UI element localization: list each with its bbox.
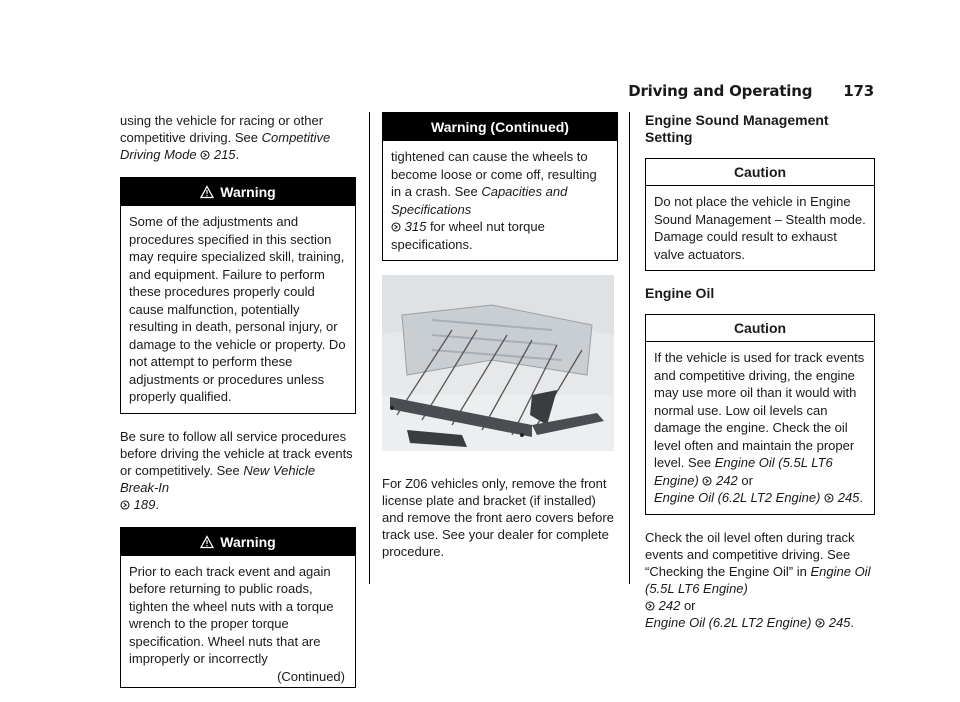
cross-reference-link[interactable]: New Vehicle Break-In	[120, 462, 316, 495]
warning-box	[120, 177, 356, 414]
caution-box	[645, 158, 875, 271]
caution-body: If the vehicle is used for track events and competitive driving, the engine may use more oil than it would with normal use. Low oil levels can damage the engine. Check the oil level often and maintain the proper level. See Engine Oil (5.5L LT6 Engine) 242 or Engine Oil (6.2L LT2 Engine) 245.	[654, 350, 865, 505]
page-reference[interactable]: 245	[837, 490, 860, 505]
page-reference[interactable]: 189	[133, 496, 156, 512]
caution-header: Caution	[646, 315, 874, 342]
warning-triangle-icon	[200, 185, 214, 199]
column-divider	[629, 112, 630, 584]
page-number: 173	[843, 82, 874, 100]
page-header	[628, 82, 874, 100]
cross-reference-link[interactable]: Competitive Driving Mode	[120, 130, 331, 162]
warning-header: Warning (Continued)	[383, 113, 617, 141]
column-1	[120, 112, 356, 702]
warning-box	[120, 527, 356, 689]
page-reference[interactable]: 242	[658, 597, 681, 613]
warning-body: tightened can cause the wheels to become loose or come off, resulting in a crash. See Capacities and Specifications 315 for wheel nut torque specifications.	[391, 149, 597, 252]
page-reference-icon	[702, 476, 712, 486]
section-title: Driving and Operating	[628, 82, 813, 100]
body-paragraph: Be sure to follow all service procedures before driving the vehicle at track events or competitively. See New Vehicle Break-In 189.	[120, 428, 353, 512]
cross-reference-link[interactable]: Engine Oil (6.2L LT2 Engine)	[645, 614, 812, 630]
column-2	[382, 112, 618, 574]
column-divider	[369, 112, 370, 584]
page-reference[interactable]: 245	[828, 614, 851, 630]
page-reference[interactable]: 315	[404, 219, 427, 234]
cross-reference-link[interactable]: Engine Oil (5.5L LT6 Engine)	[654, 455, 833, 488]
page-reference-icon	[824, 493, 834, 503]
warning-header: Warning	[121, 528, 355, 556]
page-reference-icon	[391, 222, 401, 232]
page-reference[interactable]: 242	[716, 472, 738, 488]
warning-triangle-icon	[200, 535, 214, 549]
page-reference-icon	[815, 618, 825, 628]
cross-reference-link[interactable]: Engine Oil (5.5L LT6 Engine)	[645, 563, 871, 596]
cross-reference-link[interactable]: Engine Oil (6.2L LT2 Engine)	[654, 490, 821, 505]
caution-header: Caution	[646, 159, 874, 186]
cross-reference-link[interactable]: Capacities and Specifications	[391, 184, 568, 217]
warning-body: Prior to each track event and again before returning to public roads, tighten the wheel nuts with a torque wrench to the proper torque specification. Wheel nuts that are improperly or incorrectly (Continued)	[129, 563, 345, 684]
caution-body: Do not place the vehicle in Engine Sound Management – Stealth mode. Damage could result to exhaust valve actuators.	[654, 194, 866, 262]
page-reference[interactable]: 215	[213, 147, 236, 162]
figure-caption: For Z06 vehicles only, remove the front license plate and bracket (if installed) and remove the front aero covers before track use. See your dealer for complete procedure.	[382, 476, 614, 559]
warning-header: Warning	[121, 178, 355, 206]
intro-paragraph: using the vehicle for racing or other competitive driving. See Competitive Driving Mode 215.	[120, 113, 331, 162]
page-reference-icon	[645, 601, 655, 611]
section-heading: Engine Oil	[645, 285, 715, 301]
body-paragraph: Check the oil level often during track events and competitive driving. See “Checking the Engine Oil” in Engine Oil (5.5L LT6 Engine) 242 or Engine Oil (6.2L LT2 Engine) 245.	[645, 529, 871, 630]
warning-box-continued	[382, 112, 618, 261]
column-3	[645, 112, 875, 645]
page-reference-icon	[200, 150, 210, 160]
warning-body: Some of the adjustments and procedures specified in this section may require specialized skill, training, and equipment. Failure to perform these procedures properly could cause malfunction, potentially resulting in death, personal injury, or damage to the vehicle or property. Do not attempt to perform these adjustments or procedures unless properly qualified.	[129, 214, 346, 404]
section-heading: Engine Sound Management Setting	[645, 112, 829, 145]
front-aero-covers-illustration	[382, 275, 614, 451]
page-reference-icon	[120, 500, 130, 510]
continued-label: (Continued)	[277, 668, 345, 684]
caution-box	[645, 314, 875, 515]
